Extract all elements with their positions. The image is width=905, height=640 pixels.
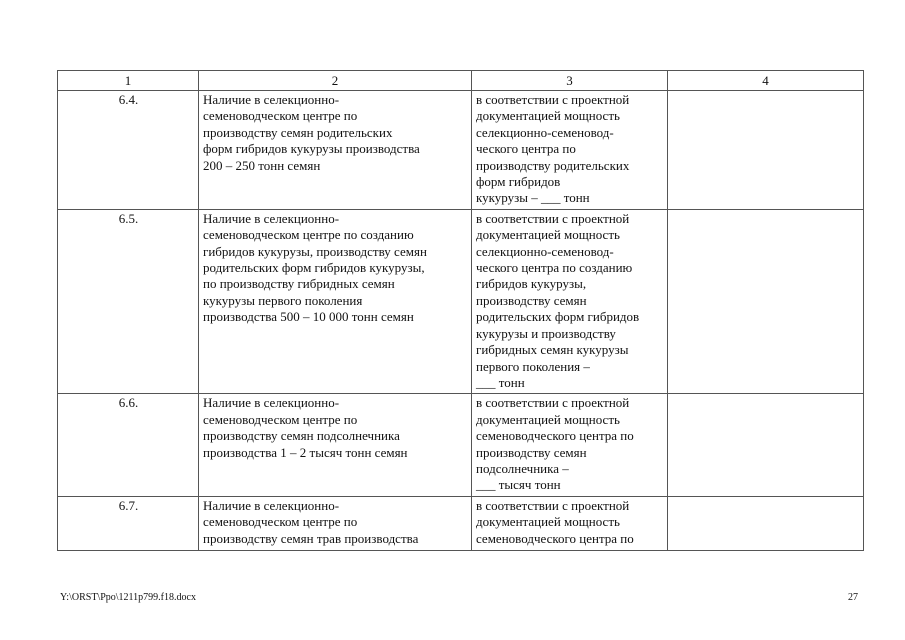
cell-line: родительских форм гибридов кукурузы, bbox=[203, 260, 425, 276]
cell-line: Наличие в селекционно- bbox=[203, 210, 340, 226]
header-col-3: 3 bbox=[472, 71, 668, 91]
cell-line: производства 500 – 10 000 тонн семян bbox=[203, 309, 414, 325]
cell-line: по производству гибридных семян bbox=[203, 276, 395, 292]
cell-line: гибридов кукурузы, производству семян bbox=[203, 243, 427, 259]
footer-page-number: 27 bbox=[848, 592, 858, 603]
cell-line: семеноводческого центра по bbox=[476, 530, 634, 546]
cell-line: документацией мощность bbox=[476, 514, 620, 530]
cell-line: производству семян подсолнечника bbox=[203, 428, 400, 444]
row-number: 6.6. bbox=[58, 394, 199, 496]
cell-line: в соответствии с проектной bbox=[476, 92, 630, 107]
cell-line: документацией мощность bbox=[476, 108, 620, 124]
cell-line: семеноводческом центре по bbox=[203, 411, 358, 427]
criteria-cell bbox=[472, 394, 668, 496]
cell-line: ___ тонн bbox=[476, 374, 525, 390]
row-number: 6.4. bbox=[58, 91, 199, 210]
table-row bbox=[58, 496, 864, 550]
cell-line: семеноводческом центре по bbox=[203, 108, 358, 124]
cell-line: документацией мощность bbox=[476, 227, 620, 243]
cell-line: производству семян bbox=[476, 444, 587, 460]
header-col-2: 2 bbox=[199, 71, 472, 91]
header-col-4: 4 bbox=[668, 71, 864, 91]
cell-line: Наличие в селекционно- bbox=[203, 497, 340, 513]
cell-line: селекционно-семеновод- bbox=[476, 243, 614, 259]
cell-line: первого поколения – bbox=[476, 358, 590, 374]
notes-cell bbox=[668, 209, 864, 393]
cell-line: кукурузы первого поколения bbox=[203, 292, 363, 308]
cell-line: семеноводческом центре по созданию bbox=[203, 227, 414, 243]
table-row bbox=[58, 394, 864, 496]
cell-line: в соответствии с проектной bbox=[476, 395, 630, 411]
requirement-cell bbox=[199, 91, 472, 210]
cell-line: документацией мощность bbox=[476, 411, 620, 427]
cell-line: в соответствии с проектной bbox=[476, 497, 630, 513]
requirement-cell bbox=[199, 496, 472, 550]
row-number: 6.7. bbox=[58, 496, 199, 550]
cell-line: производству родительских bbox=[476, 157, 630, 173]
table-row bbox=[58, 91, 864, 210]
header-col-1: 1 bbox=[58, 71, 199, 91]
cell-line: ческого центра по bbox=[476, 141, 576, 157]
row-number: 6.5. bbox=[58, 209, 199, 393]
cell-line: семеноводческом центре по bbox=[203, 514, 358, 530]
criteria-cell bbox=[472, 91, 668, 210]
cell-line: производству семян родительских bbox=[203, 124, 393, 140]
criteria-cell bbox=[472, 209, 668, 393]
cell-line: ___ тысяч тонн bbox=[476, 477, 561, 493]
requirement-cell bbox=[199, 394, 472, 496]
header-row bbox=[58, 71, 864, 91]
cell-line: родительских форм гибридов bbox=[476, 309, 640, 325]
requirement-cell bbox=[199, 209, 472, 393]
cell-line: производству семян bbox=[476, 292, 587, 308]
document-table bbox=[57, 70, 864, 551]
table-row bbox=[58, 209, 864, 393]
cell-line: форм гибридов bbox=[476, 174, 561, 190]
cell-line: гибридов кукурузы, bbox=[476, 276, 587, 292]
cell-line: гибридных семян кукурузы bbox=[476, 342, 629, 358]
cell-line: ческого центра по созданию bbox=[476, 260, 633, 276]
notes-cell bbox=[668, 496, 864, 550]
criteria-cell bbox=[472, 496, 668, 550]
notes-cell bbox=[668, 91, 864, 210]
cell-line: производства 1 – 2 тысяч тонн семян bbox=[203, 444, 408, 460]
cell-line: семеноводческого центра по bbox=[476, 428, 634, 444]
cell-line: Наличие в селекционно- bbox=[203, 92, 340, 107]
cell-line: 200 – 250 тонн семян bbox=[203, 157, 321, 173]
cell-line: форм гибридов кукурузы производства bbox=[203, 141, 420, 157]
cell-line: Наличие в селекционно- bbox=[203, 395, 340, 411]
cell-line: производству семян трав производства bbox=[203, 530, 419, 546]
cell-line: кукурузы и производству bbox=[476, 325, 616, 341]
cell-line: подсолнечника – bbox=[476, 460, 569, 476]
cell-line: кукурузы – ___ тонн bbox=[476, 190, 590, 206]
notes-cell bbox=[668, 394, 864, 496]
cell-line: в соответствии с проектной bbox=[476, 210, 630, 226]
footer-file-path: Y:\ORST\Ppo\1211p799.f18.docx bbox=[60, 592, 196, 603]
cell-line: селекционно-семеновод- bbox=[476, 124, 614, 140]
